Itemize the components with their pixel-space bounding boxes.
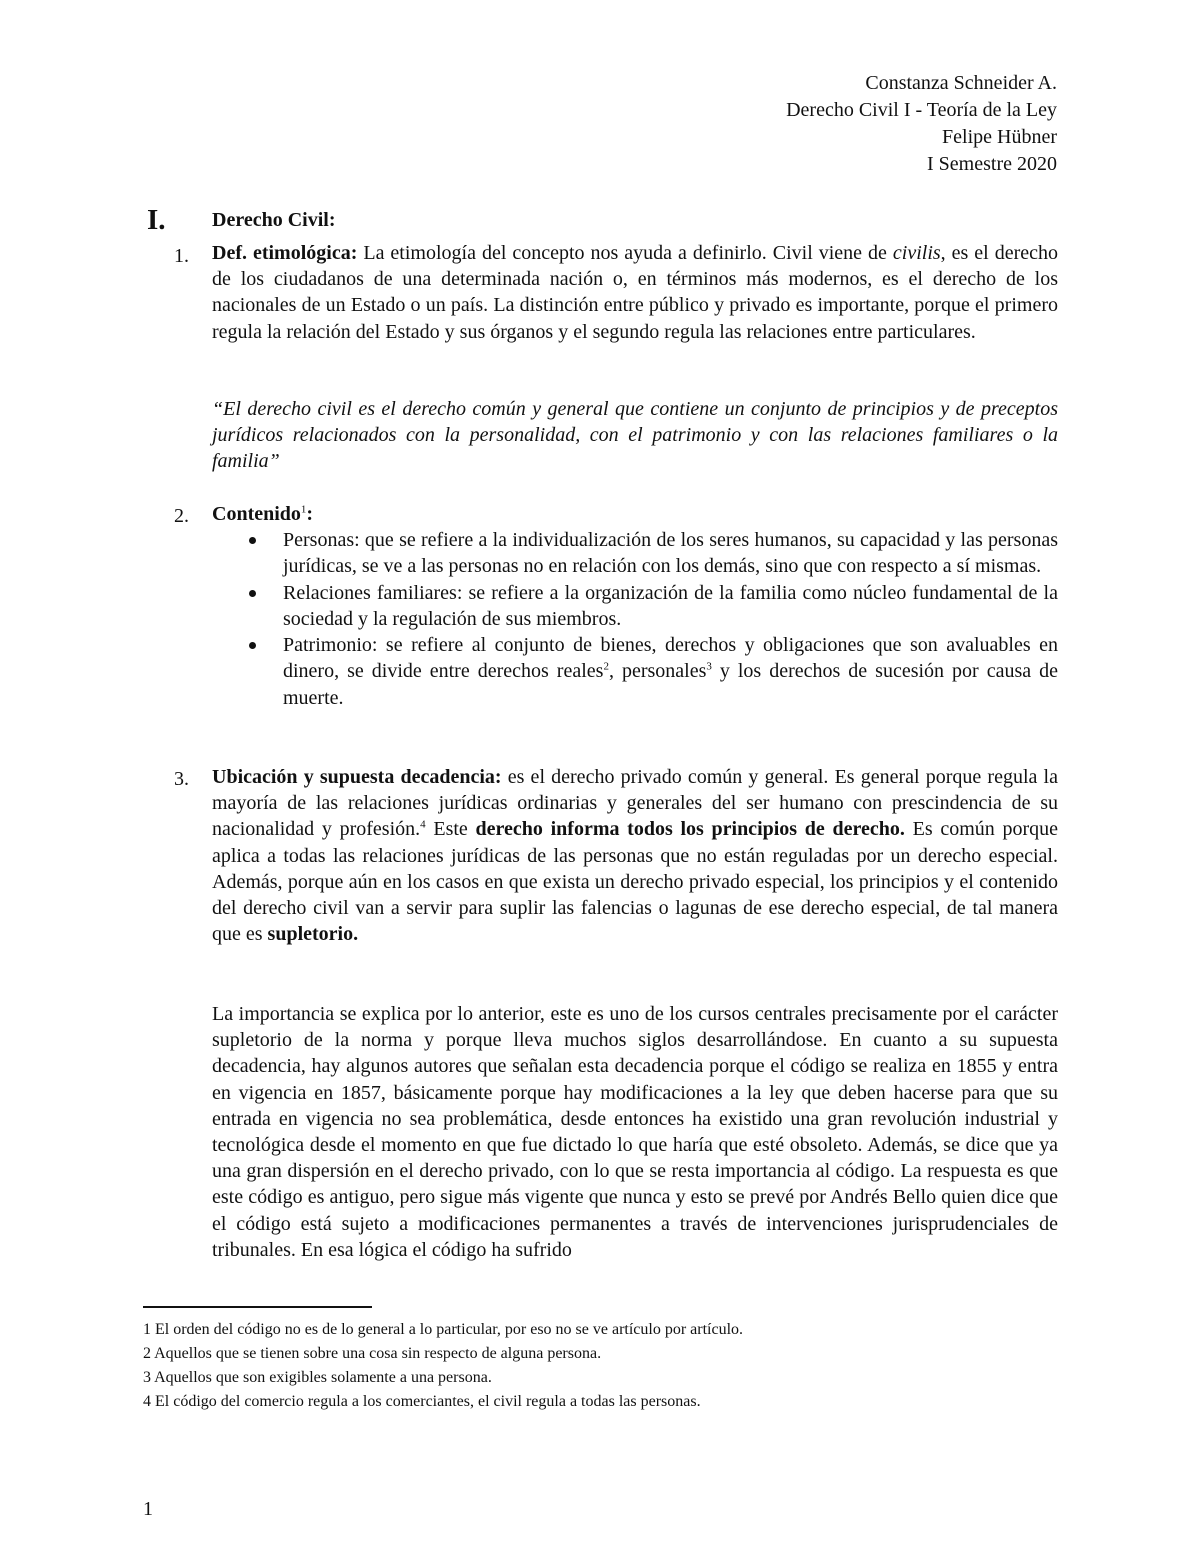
footnote-4: 4 El código del comercio regula a los comerciantes, el civil regula a todas las personas.: [143, 1393, 701, 1410]
item-number-1: 1.: [174, 245, 189, 267]
item-1-definition: [212, 240, 1058, 345]
section-numeral: I.: [147, 204, 166, 236]
professor-name: Felipe Hübner: [942, 126, 1057, 148]
content-bullet-list: [283, 527, 1058, 711]
item-3-paragraph-2: La importancia se explica por lo anterior, este es uno de los cursos centrales precisamente por el carácter supletorio de la norma y porque lleva muchos siglos desarrollándose. En cuanto a su supuesta decadencia, hay algunos autores que señalan esta decadencia porque el código se realiza en 1855 y entra en vigencia en 1857, básicamente porque hay modificaciones a la ley que deben hacerse para que su entrada en vigencia no sea problemática, desde entonces ha existido una gran revolución industrial y tecnológica desde el momento en que fue dictado lo que haría que esté obsoleto. Además, se dice que ya una gran dispersión en el derecho privado, con lo que se resta importancia al código. La respuesta es que este código es antiguo, pero sigue más vigente que nunca y esto se prevé por Andrés Bello quien dice que el código está sujeto a modificaciones permanentes a través de intervenciones jurisprudenciales de tribunales. En esa lógica el código ha sufrido: [212, 1003, 1058, 1261]
item-3-lead: Ubicación y supuesta decadencia:: [212, 766, 502, 788]
item-1-quote: “El derecho civil es el derecho común y general que contiene un conjunto de principios y de preceptos jurídicos relacionados con la personalidad, con el patrimonio y con las relaciones familiares o la familia”: [212, 398, 1058, 473]
footnote-2: 2 Aquellos que se tienen sobre una cosa sin respecto de alguna persona.: [143, 1345, 602, 1362]
footnote-separator: [143, 1306, 372, 1308]
author-name: Constanza Schneider A.: [865, 72, 1057, 94]
footnote-1: 1 El orden del código no es de lo general a lo particular, por eso no se ve artículo por artículo.: [143, 1321, 744, 1338]
section-title: Derecho Civil:: [212, 209, 336, 231]
term-civilis: civilis: [892, 242, 941, 264]
footnotes: [143, 1318, 743, 1414]
item-1-paragraph: Def. etimológica: La etimología del concepto nos ayuda a definirlo. Civil viene de civilis, es el derecho de los ciudadanos de una determinada nación o, en términos más modernos, es el derecho de los nacionales de un Estado o un país. La distinción entre público y privado es importante, porque el primero regula la relación del Estado y sus órganos y el segundo regula las relaciones entre particulares.: [212, 242, 1059, 343]
item-1-lead: Def. etimológica:: [212, 242, 358, 264]
page-number: 1: [143, 1498, 153, 1520]
footnote-ref-3: 3: [706, 660, 712, 673]
item-3-paragraph-1: Ubicación y supuesta decadencia: es el derecho privado común y general. Es general porque regula la mayoría de las relaciones jurídicas ordinarias y generales del ser humano con prescindencia de su nacionalidad y profesión.$^4$ Este derecho informa todos los principios de derecho. Es común porque aplica a todas las relaciones jurídicas de las personas que no están reguladas por un derecho especial. Además, porque aún en los casos en que exista un derecho privado especial, los principios y el contenido del derecho civil van a servir para suplir las falencias o lagunas de ese derecho especial, de tal manera que es supletorio.: [212, 766, 1059, 946]
item-number-2: 2.: [174, 505, 189, 527]
bullet-personas: Personas: que se refiere a la individualización de los seres humanos, su capacidad y las personas jurídicas, se ve a las personas no en relación con los demás, sino que con respecto a sí mismas.: [283, 527, 1058, 580]
semester: I Semestre 2020: [927, 153, 1057, 175]
course-name: Derecho Civil I - Teoría de la Ley: [786, 99, 1057, 121]
bullet-patrimonio: Patrimonio: se refiere al conjunto de bienes, derechos y obligaciones que son avaluables en dinero, se divide entre derechos reales$^2$, personales$^3$ y los derechos de sucesión por causa de muerte.: [283, 632, 1058, 711]
item-2-heading: Contenido$^1$:: [212, 503, 314, 525]
bullet-relaciones-familiares: Relaciones familiares: se refiere a la organización de la familia como núcleo fundamental de la sociedad y la regulación de sus miembros.: [283, 580, 1058, 633]
footnote-ref-4: 4: [420, 818, 426, 831]
footnote-ref-1: 1: [300, 503, 307, 516]
footnote-ref-2: 2: [603, 660, 609, 673]
item-number-3: 3.: [174, 768, 189, 790]
item-2-lead: Contenido: [212, 503, 301, 525]
footnote-3: 3 Aquellos que son exigibles solamente a una persona.: [143, 1369, 492, 1386]
document-header: [786, 70, 1057, 178]
